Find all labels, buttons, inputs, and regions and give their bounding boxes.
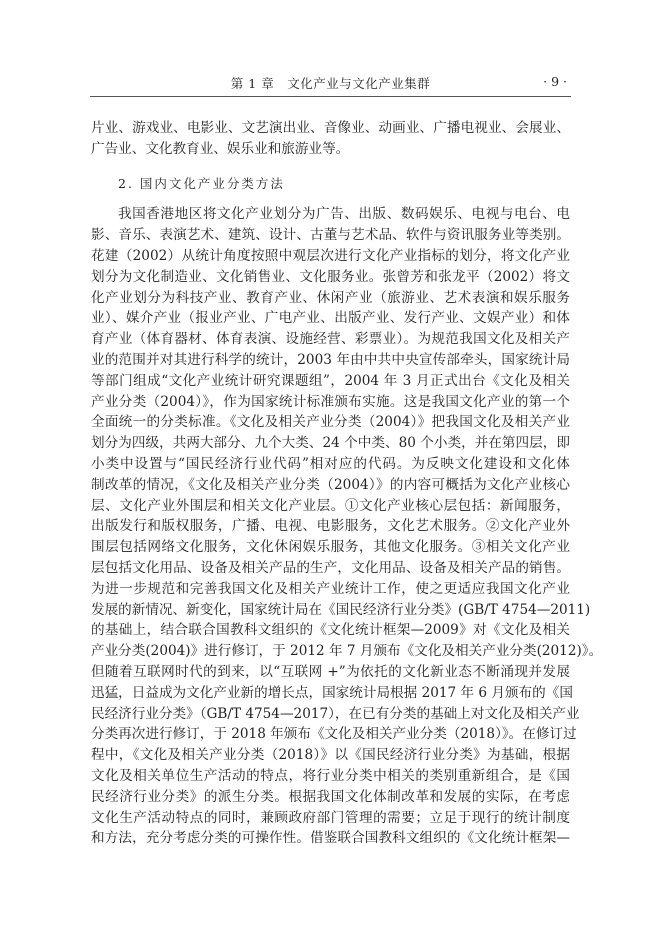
running-header <box>90 70 571 97</box>
text-line: 为进一步规范和完善我国文化及相关产业统计工作，使之更适应我国文化产业 <box>91 580 570 597</box>
main-paragraph <box>91 204 603 849</box>
intro-paragraph <box>91 118 570 160</box>
text-line: 分类再次进行修订，于 2018 年颁布《文化及相关产业分类（2018）》。在修订过 <box>91 726 577 743</box>
text-line: 程中，《文化及相关产业分类（2018）》以《国民经济行业分类》为基础，根据 <box>91 747 570 764</box>
page-number: · 9 · <box>543 74 567 89</box>
chapter-title: 第 1 章 文化产业与文化产业集群 <box>230 76 431 91</box>
text-line: 影、音乐、表演艺术、建筑、设计、古董与艺术品、软件与资讯服务业等类别。 <box>91 227 570 244</box>
text-line: 片业、游戏业、电影业、文艺演出业、音像业、动画业、广播电视业、会展业、 <box>91 120 570 136</box>
text-line: 民经济行业分类》（GB/T 4754—2017），在已有分类的基础上对文化及相关产业 <box>91 705 580 722</box>
text-line: 制改革的情况，《文化及相关产业分类（2004）》的内容可概括为文化产业核心 <box>91 476 570 493</box>
text-line: 围层包括网络文化服务，文化休闲娱乐服务，其他文化服务。③相关文化产业 <box>91 539 570 556</box>
text-line: 育产业（体育器材、体育表演、设施经营、彩票业）。为规范我国文化及相关产 <box>91 331 570 348</box>
text-line: 小类中设置与“国民经济行业代码”相对应的代码。为反映文化建设和文化体 <box>91 455 570 472</box>
text-line: 全面统一的分类标准。《文化及相关产业分类（2004）》把我国文化及相关产业 <box>91 414 570 431</box>
text-line: 民经济行业分类》的派生分类。根据我国文化体制改革和发展的实际，在考虑 <box>91 788 570 805</box>
text-line: 和方法，充分考虑分类的可操作性。借鉴联合国教科文组织的《文化统计框架— <box>91 830 570 847</box>
text-line: 广告业、文化教育业、娱乐业和旅游业等。 <box>91 140 350 157</box>
text-line: 文化及相关单位生产活动的特点，将行业分类中相关的类别重新组合，是《国 <box>91 767 570 784</box>
text-line: 产业分类(2004)》进行修订，于 2012 年 7 月颁布《文化及相关产业分类(2012)》。 <box>91 643 603 660</box>
text-line: 产业分类（2004）》，作为国家统计标准颁布实施。这是我国文化产业的第一个 <box>91 393 570 410</box>
text-line: 我国香港地区将文化产业划分为广告、出版、数码娱乐、电视与电台、电 <box>118 206 570 223</box>
text-line: 发展的新情况、新变化，国家统计局在《国民经济行业分类》(GB/T 4754—2011) <box>91 601 591 618</box>
section-heading: 2. 国内文化产业分类方法 <box>118 175 285 191</box>
text-line: 文化生产活动特点的同时，兼顾政府部门管理的需要；立足于现行的统计制度 <box>91 809 570 826</box>
text-line: 出版发行和版权服务，广播、电视、电影服务，文化艺术服务。②文化产业外 <box>91 518 570 535</box>
text-line: 划分为四级，共两大部分、九个大类、24 个中类、80 个小类，并在第四层，即 <box>91 435 570 452</box>
text-line: 划分为文化制造业、文化销售业、文化服务业。张曾芳和张龙平（2002）将文 <box>91 268 570 285</box>
text-line: 但随着互联网时代的到来，以“互联网 +”为依托的文化新业态不断涌现并发展 <box>91 663 570 680</box>
text-line: 层包括文化用品、设备及相关产品的生产，文化用品、设备及相关产品的销售。 <box>91 559 570 576</box>
text-line: 业的范围并对其进行科学的统计，2003 年由中共中央宣传部牵头，国家统计局 <box>91 351 570 368</box>
text-line: 层、文化产业外围层和相关文化产业层。①文化产业核心层包括：新闻服务， <box>91 497 570 514</box>
page-body <box>91 118 603 849</box>
text-line: 化产业划分为科技产业、教育产业、休闲产业（旅游业、艺术表演和娱乐服务 <box>91 289 570 306</box>
text-line: 的基础上，结合联合国教科文组织的《文化统计框架—2009》对《文化及相关 <box>91 622 570 639</box>
text-line: 业）、媒介产业（报业产业、广电产业、出版产业、发行产业、文娱产业）和体 <box>91 310 570 327</box>
text-line: 等部门组成“文化产业统计研究课题组”，2004 年 3 月正式出台《文化及相关 <box>91 372 570 389</box>
text-line: 花建（2002）从统计角度按照中观层次进行文化产业指标的划分，将文化产业 <box>91 247 570 264</box>
text-line: 迅猛，日益成为文化产业新的增长点，国家统计局根据 2017 年 6 月颁布的《国 <box>91 684 573 701</box>
